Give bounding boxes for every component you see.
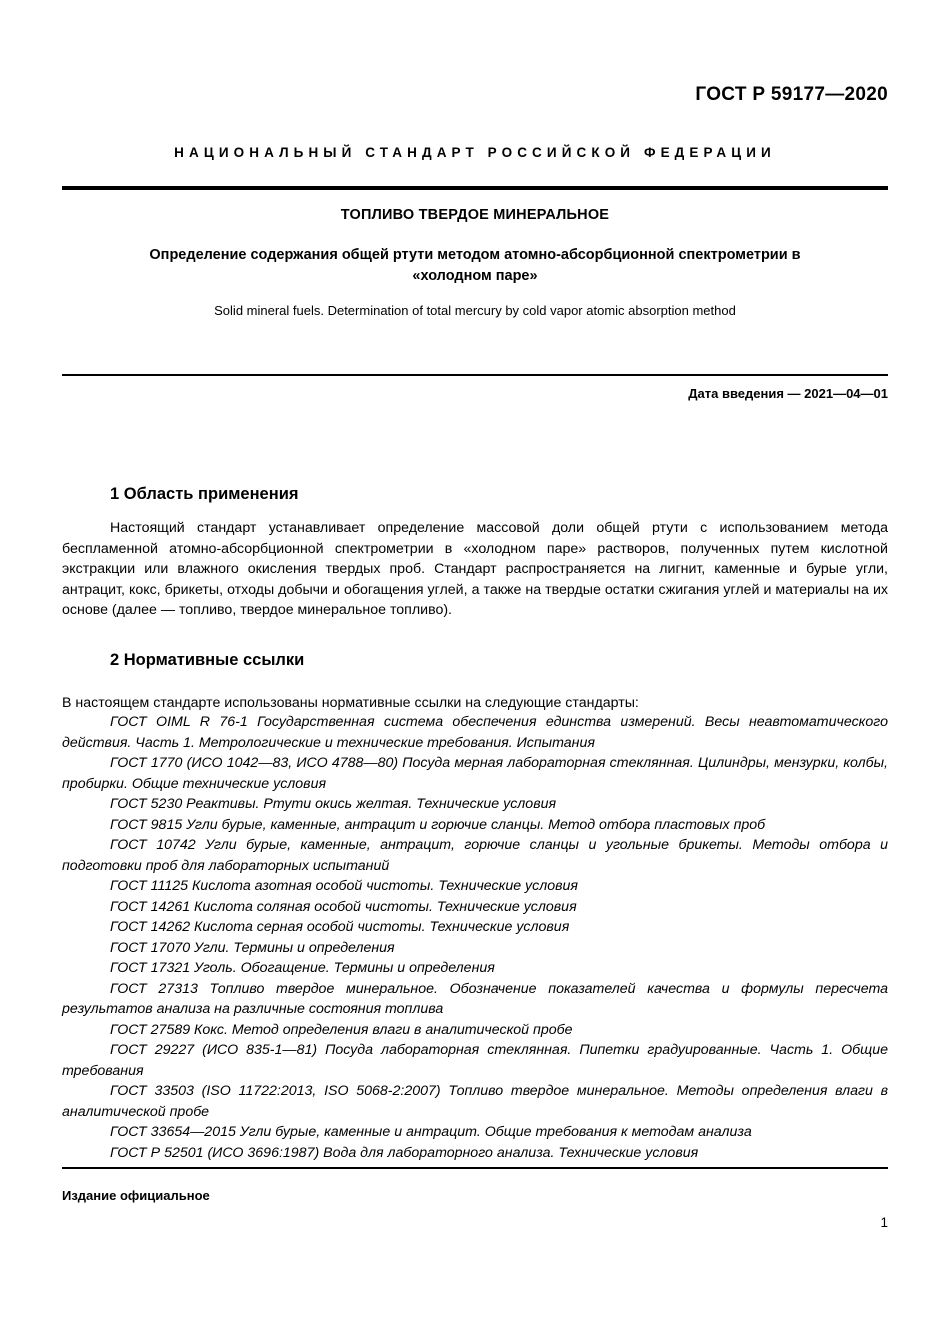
page-number: 1: [880, 1215, 888, 1230]
list-item: ГОСТ 9815 Угли бурые, каменные, антрацит и горючие сланцы. Метод отбора пластовых проб: [110, 816, 766, 833]
list-item: ГОСТ 17321 Уголь. Обогащение. Термины и определения: [110, 960, 495, 976]
official-edition-note: Издание официальное: [62, 1188, 210, 1203]
section-body-scope: [62, 518, 888, 621]
list-item: ГОСТ 27589 Кокс. Метод определения влаги в аналитической пробе: [110, 1021, 573, 1038]
list-item: ГОСТ 14261 Кислота соляная особой чистоты. Технические условия: [110, 898, 577, 915]
section-heading-scope: 1 Область применения: [110, 485, 299, 503]
title-english: Solid mineral fuels. Determination of total mercury by cold vapor atomic absorption method: [214, 303, 736, 318]
list-item: ГОСТ 17070 Угли. Термины и определения: [110, 939, 395, 956]
footer-rule: [62, 1167, 888, 1169]
reference-list: [62, 712, 888, 1163]
national-standard-banner: НАЦИОНАЛЬНЫЙ СТАНДАРТ РОССИЙСКОЙ ФЕДЕРАЦИИ: [174, 145, 776, 160]
list-item: ГОСТ 10742 Угли бурые, каменные, антрацит, горючие сланцы и угольные брикеты. Методы отбора и подготовки проб для лабораторных испытаний: [62, 837, 888, 874]
list-item: ГОСТ 5230 Реактивы. Ртути окись желтая. Технические условия: [110, 796, 557, 812]
list-item: ГОСТ OIML R 76-1 Государственная система обеспечения единства измерений. Весы неавтоматического действия. Часть 1. Метрологические и технические требования. Испытания: [62, 714, 888, 751]
list-item: ГОСТ 29227 (ИСО 835-1—81) Посуда лабораторная стеклянная. Пипетки градуированные. Часть 1. Общие требования: [62, 1042, 888, 1079]
title-rule-thin: [62, 374, 888, 376]
list-item: ГОСТ 11125 Кислота азотная особой чистоты. Технические условия: [110, 878, 579, 894]
list-item: ГОСТ 33654—2015 Угли бурые, каменные и антрацит. Общие требования к методам анализа: [110, 1124, 752, 1140]
introduction-date: Дата введения — 2021—04—01: [688, 386, 888, 401]
section-heading-references: 2 Нормативные ссылки: [110, 651, 305, 669]
title-main: ТОПЛИВО ТВЕРДОЕ МИНЕРАЛЬНОЕ: [340, 207, 610, 223]
list-item: ГОСТ 1770 (ИСО 1042—83, ИСО 4788—80) Посуда мерная лабораторная стеклянная. Цилиндры, мензурки, колбы, пробирки. Общие технические условия: [62, 755, 888, 792]
scope-paragraph: Настоящий стандарт устанавливает определение массовой доли общей ртути с использованием метода беспламенной атомно-абсорбционной спектрометрии в «холодном паре» растворов, полученных путем кислотной экстракции или влажного окисления твердых проб. Стандарт распространяется на лигнит, каменные и бурые угли, антрацит, кокс, брикеты, отходы добычи и обогащения углей, а также на твердые остатки сжигания углей и материалы на их основе (далее — топливо, твердое минеральное топливо).: [62, 520, 888, 618]
list-item: ГОСТ Р 52501 (ИСО 3696:1987) Вода для лабораторного анализа. Технические условия: [110, 1144, 699, 1161]
document-number: ГОСТ Р 59177—2020: [695, 84, 888, 105]
list-item: ГОСТ 27313 Топливо твердое минеральное. Обозначение показателей качества и формулы пересчета результатов анализа на различные состояния топлива: [62, 980, 888, 1017]
title-subtitle: Определение содержания общей ртути методом атомно-абсорбционной спектрометрии в «холодном паре»: [149, 247, 801, 284]
header-rule-thick: [62, 186, 888, 190]
section-body-references-intro: [62, 693, 888, 714]
list-item: ГОСТ 14262 Кислота серная особой чистоты. Технические условия: [110, 919, 570, 935]
references-intro: В настоящем стандарте использованы нормативные ссылки на следующие стандарты:: [62, 695, 639, 711]
list-item: ГОСТ 33503 (ISO 11722:2013, ISO 5068-2:2007) Топливо твердое минеральное. Методы определения влаги в аналитической пробе: [62, 1083, 888, 1120]
